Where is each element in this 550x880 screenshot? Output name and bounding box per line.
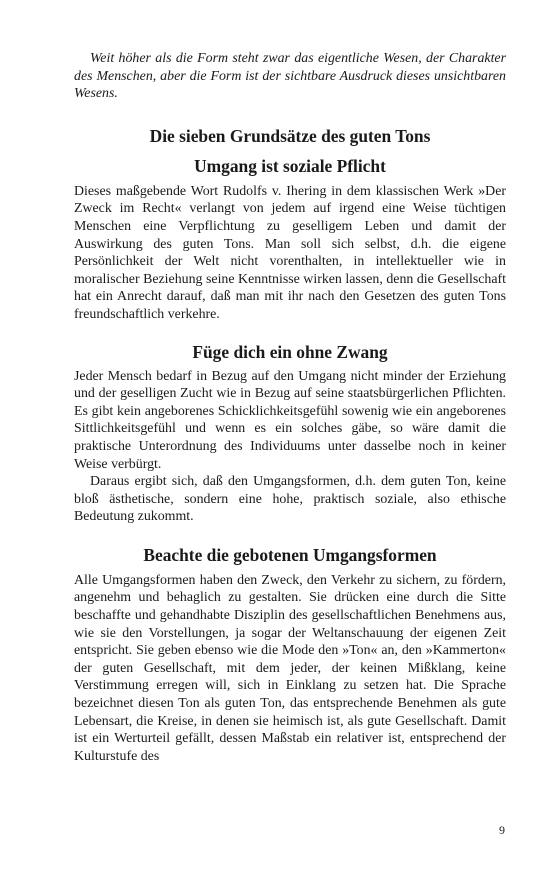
section-umgang-ist-soziale-pflicht <box>74 155 506 324</box>
chapter-heading: Die sieben Grundsätze des guten Tons <box>149 125 431 146</box>
section-paragraph: Daraus ergibt sich, daß den Umgangsformen, d.h. dem guten Ton, keine bloß ästhetische, sondern eine hohe, praktisch soziale, also ethische Bedeutung zukommt. <box>74 474 506 525</box>
section-fuege-dich-ein <box>74 341 506 526</box>
page-number: 9 <box>499 823 505 837</box>
section-heading: Füge dich ein ohne Zwang <box>192 341 388 362</box>
section-paragraph: Dieses maßgebende Wort Rudolfs v. Ihering in dem klassischen Werk »Der Zweck im Recht« verlangt von jedem auf irgend eine Weise tüchtigen Menschen eine Verpflichtung zu geselligem Leben und damit der Auswirkung des guten Tons. Man soll sich selbst, d.h. die eigene Persönlichkeit der Welt nicht vorenthalten, in intellektueller wie in moralischer Beziehung seine Kenntnisse wirken lassen, denn die Gesellschaft hat ein Anrecht darauf, daß man mit ihr nach den Gesetzen des guten Tons freundschaftlich verkehre. <box>74 183 506 322</box>
page-body <box>74 50 506 765</box>
section-heading: Umgang ist soziale Pflicht <box>194 155 386 176</box>
section-beachte-umgangsformen <box>74 544 506 766</box>
intro-paragraph: Weit höher als die Form steht zwar das eigentliche Wesen, der Charakter des Menschen, aber die Form ist der sichtbare Ausdruck dieses unsichtbaren Wesens. <box>74 51 506 102</box>
section-paragraph: Alle Umgangsformen haben den Zweck, den Verkehr zu sichern, zu fördern, angenehm und behaglich zu gestalten. Sie drücken eine durch die Sitte beschaffte und gehandhabte Disziplin des gesellschaftlichen Benehmens aus, wie sie den Vorstellungen, ja sogar der Weltanschauung der eigenen Zeit entspricht. Sie geben ebenso wie die Mode den »Ton« an, den »Kammerton« der guten Gesellschaft, mit dem jeder, der keinen Mißklang, keine Verstimmung erregen will, sich in Einklang zu setzen hat. Die Sprache bezeichnet diesen Ton als guten Ton, das entsprechende Benehmen als gute Lebensart, die Kreise, in denen sie heimisch ist, als gute Gesellschaft. Damit ist ein Werturteil gefällt, dessen Maßstab ein relativer ist, entsprechend der Kulturstufe des <box>74 572 506 764</box>
section-paragraph: Jeder Mensch bedarf in Bezug auf den Umgang nicht minder der Erziehung und der geselligen Zucht wie in Bezug auf seine staatsbürgerlichen Pflichten. Es gibt kein angeborenes Schicklichkeitsgefühl sowenig wie ein angeborenes Sittlichkeitsgefühl und wenn es ein solches gäbe, so wäre damit die praktische Unterordnung des Individuums unter dasselbe noch in keiner Weise verbürgt. <box>74 368 506 472</box>
section-heading: Beachte die gebotenen Umgangsformen <box>143 544 437 565</box>
